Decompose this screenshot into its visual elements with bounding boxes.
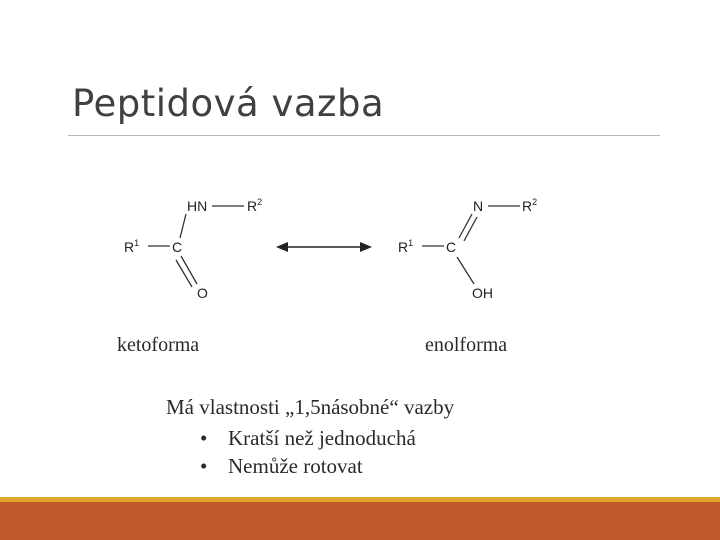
enol-c-label: C [446, 239, 457, 255]
keto-o-label: O [197, 285, 208, 301]
keto-c-label: C [172, 239, 183, 255]
bullet-item [200, 424, 416, 452]
property-note: Má vlastnosti „1,5násobné“ vazby [166, 395, 455, 419]
enol-structure [398, 197, 537, 301]
keto-co-bond-a [181, 256, 197, 284]
bullet-marker: • [200, 426, 208, 450]
keto-n-label: HN [187, 198, 208, 214]
keto-caption: ketoforma [117, 334, 200, 356]
enol-cn-bond-b [464, 217, 477, 241]
slide-title: Peptidová vazba [72, 82, 385, 125]
bullet-marker: • [200, 454, 208, 478]
enol-oh-label: OH [472, 285, 493, 301]
enol-caption: enolforma [425, 334, 508, 356]
keto-n-c-bond [180, 214, 186, 238]
enol-cn-bond-a [459, 214, 472, 238]
footer-bar [0, 502, 720, 540]
resonance-arrow [276, 242, 372, 252]
bullet-item [200, 452, 416, 480]
enol-r1-label: $R^1$ [398, 238, 414, 255]
keto-structure [124, 197, 262, 301]
bullet-text: Nemůže rotovat [228, 454, 363, 478]
enol-n-label: N [473, 198, 484, 214]
enol-c-oh-bond [457, 257, 474, 284]
keto-r2-label: $R^2$ [247, 197, 263, 214]
property-bullets [200, 424, 416, 480]
bullet-text: Kratší než jednoduchá [228, 426, 416, 450]
keto-co-bond-b [176, 260, 192, 287]
keto-r1-label: $R^1$ [124, 238, 140, 255]
enol-r2-label: $R^2$ [522, 197, 538, 214]
